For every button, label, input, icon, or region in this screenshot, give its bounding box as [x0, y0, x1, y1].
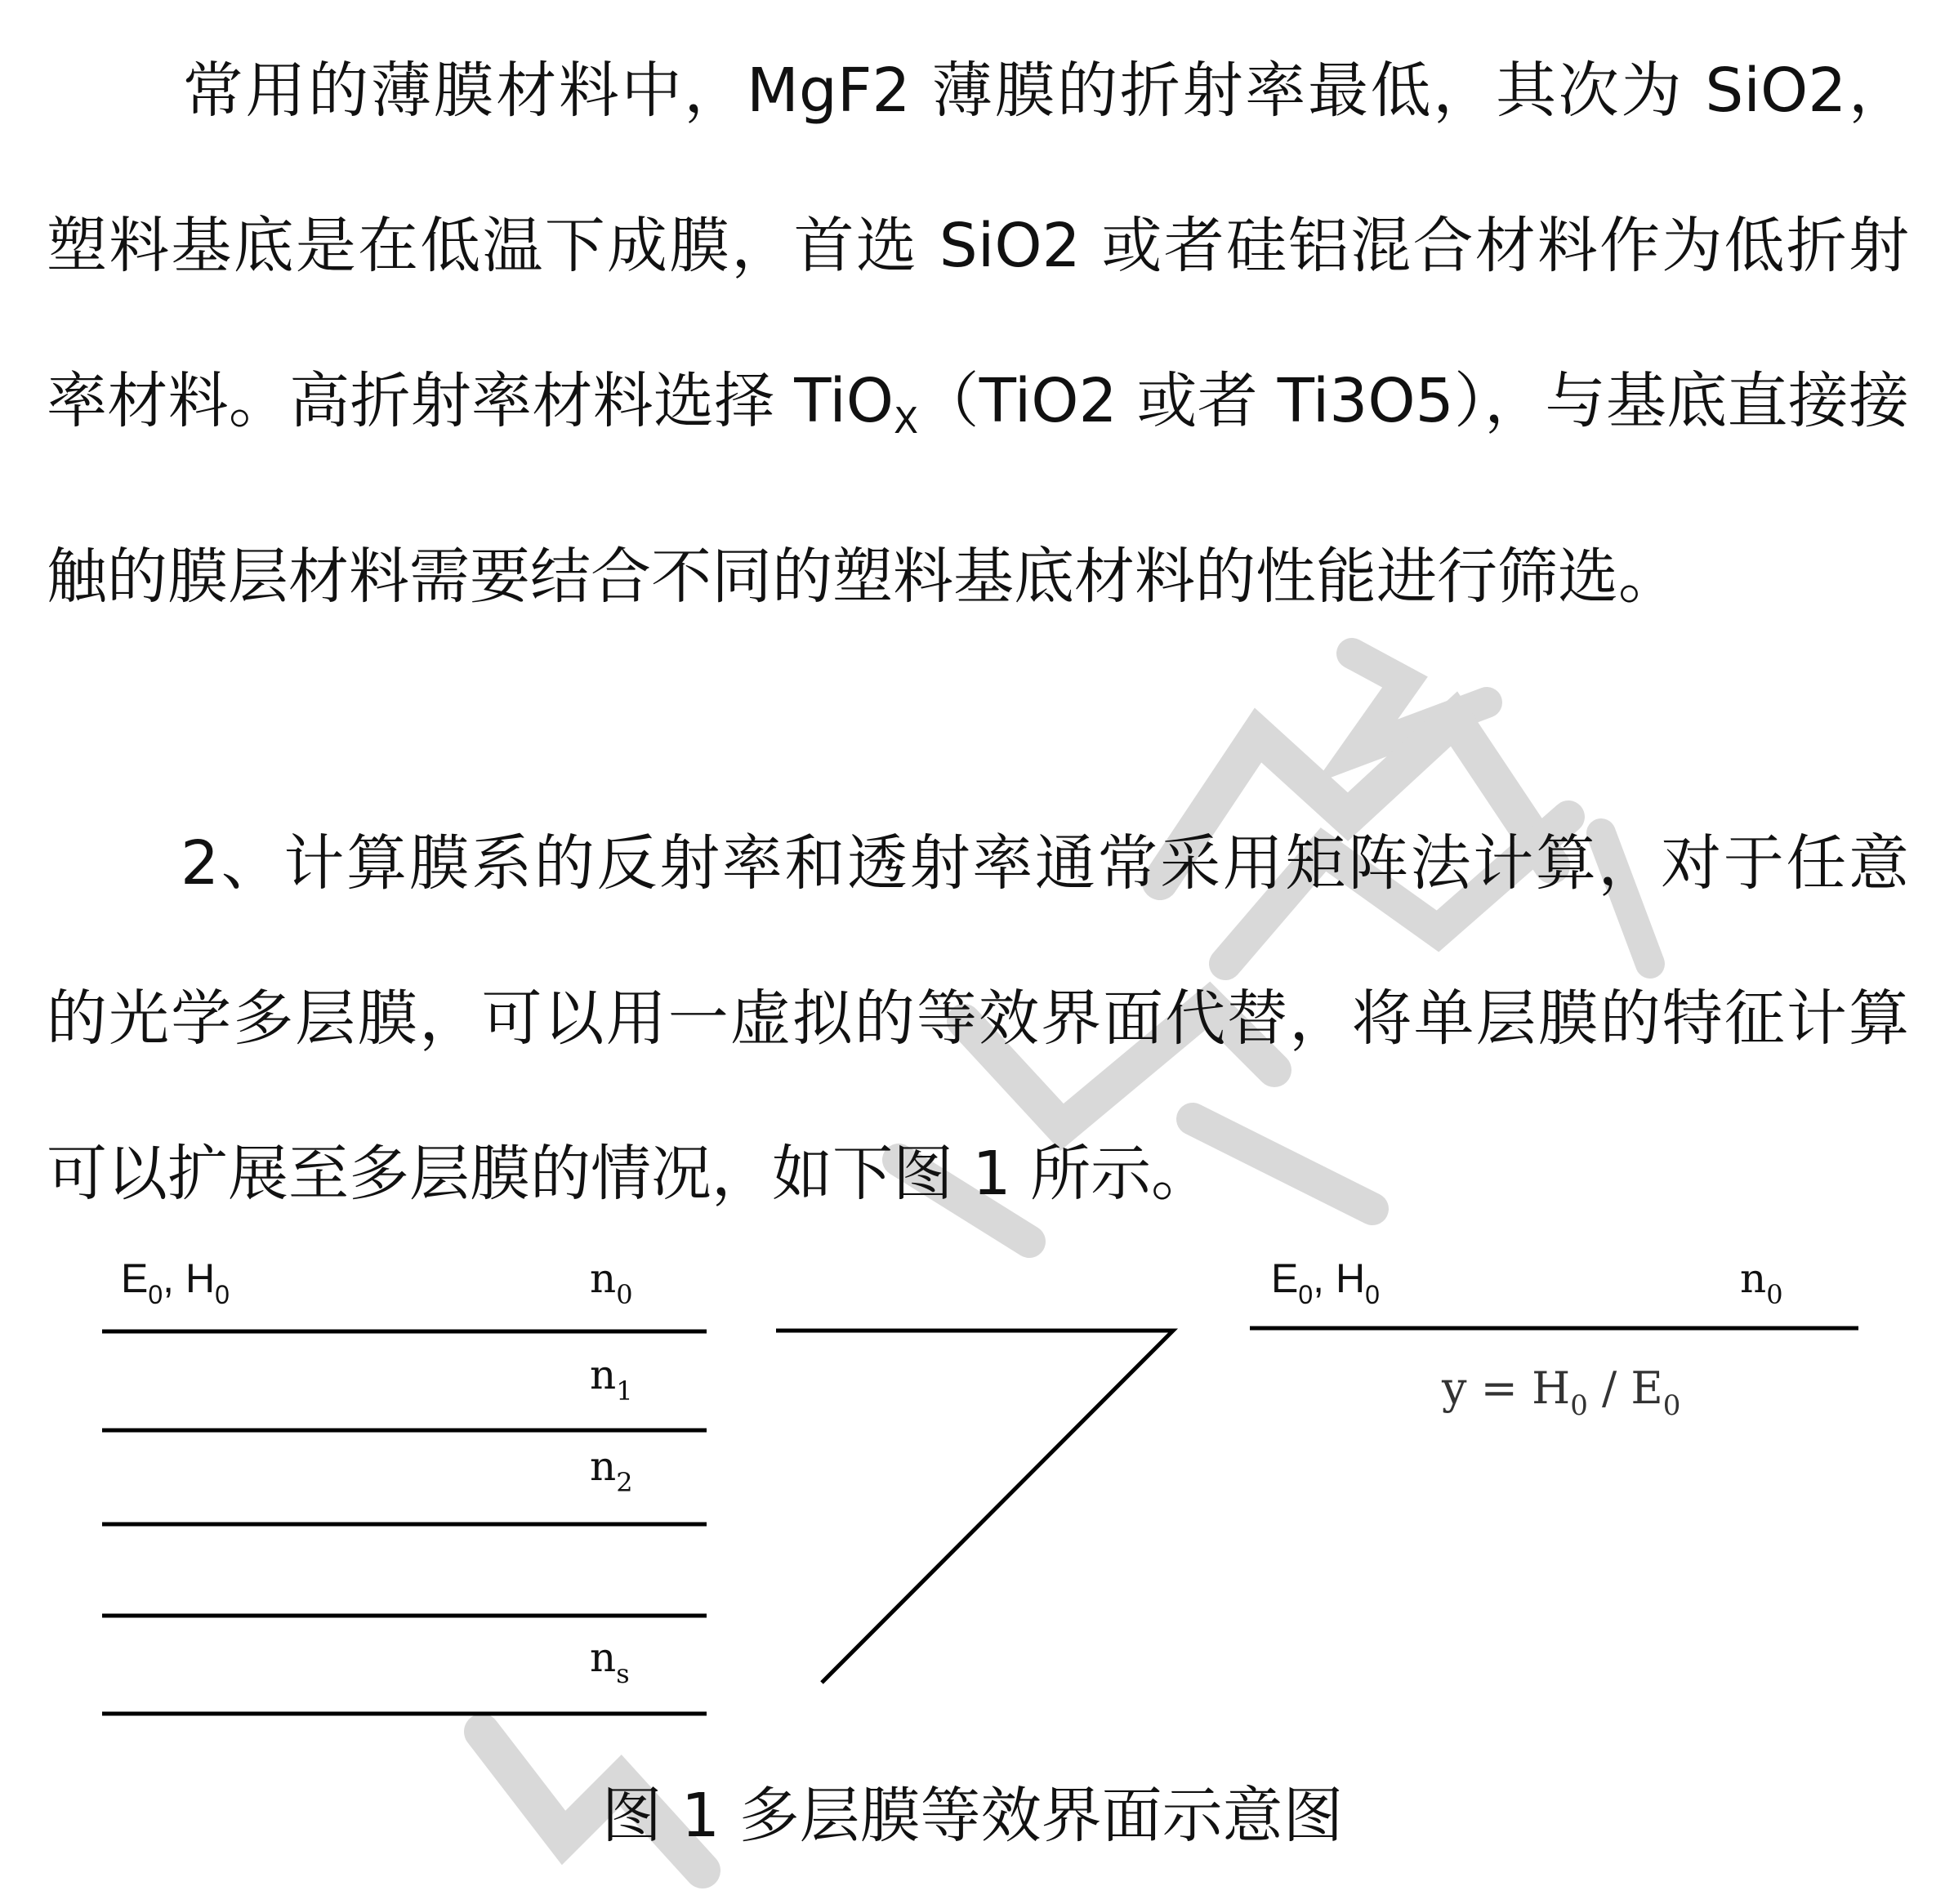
paragraph-matrix-method-text: 2、计算膜系的反射率和透射率通常采用矩阵法计算，对于任意的光学多层膜，可以用一虚拟的等效界面代替，将单层膜的特征计算可以扩展至多层膜的情况，如下图 1 所示。 — [47, 828, 1909, 1209]
equivalence-symbol — [776, 1331, 1173, 1683]
figure-equivalent-interface — [0, 1225, 1945, 1764]
tiox-subscript: X — [894, 400, 919, 442]
paragraph-materials — [47, 13, 1909, 654]
equivalent-interface — [1250, 1255, 1858, 1422]
admittance-equation: $y = H_0 / E_0$ — [1442, 1362, 1681, 1422]
index-ns: $n_s$ — [590, 1634, 630, 1689]
index-n1: $n_1$ — [590, 1351, 633, 1407]
multilayer-stack — [102, 1255, 707, 1714]
index-n0-left: $n_0$ — [590, 1255, 633, 1310]
paragraph-matrix-method — [47, 786, 1909, 1251]
field-label-left: $E_0$, $H_0$ — [121, 1255, 230, 1309]
watermark-stroke — [1352, 653, 1487, 751]
figure-caption: 图 1 多层膜等效界面示意图 — [601, 1781, 1344, 1851]
index-n0-right: $n_0$ — [1740, 1255, 1783, 1310]
equivalence-line — [776, 1331, 1173, 1683]
paragraph-materials-text-a: 常用的薄膜材料中，MgF2 薄膜的折射率最低，其次为 SiO2，塑料基底是在低温下成膜，首选 SiO2 或者硅铝混合材料作为低折射率材料。高折射率材料选择 TiO — [47, 56, 1909, 436]
index-n2: $n_2$ — [590, 1442, 633, 1498]
paragraph-materials-text-b: （TiO2 或者 Ti3O5），与基底直接接触的膜层材料需要结合不同的塑料基底材料的性能进行筛选。 — [47, 366, 1909, 612]
field-label-right: $E_0$, $H_0$ — [1271, 1255, 1380, 1309]
